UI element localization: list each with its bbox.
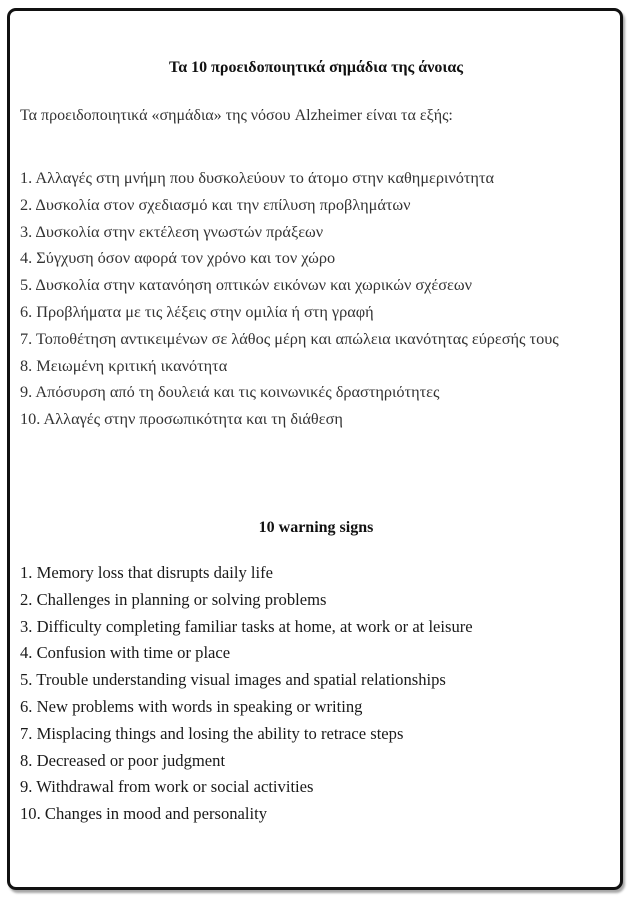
list-item: 7. Τοποθέτηση αντικειμένων σε λάθος μέρη και απώλεια ικανότητας εύρεσής τους xyxy=(20,328,559,348)
list-item: 1. Memory loss that disrupts daily life xyxy=(20,563,274,582)
list-item: 2. Δυσκολία στον σχεδιασμό και την επίλυση προβλημάτων xyxy=(20,194,411,214)
list-item: 5. Trouble understanding visual images and spatial relationships xyxy=(20,670,446,690)
list-item: 5. Δυσκολία στην κατανόηση οπτικών εικόνων και χωρικών σχέσεων xyxy=(20,275,472,295)
list-item: 3. Δυσκολία στην εκτέλεση γνωστών πράξεων xyxy=(20,221,324,241)
list-item: 10. Αλλαγές στην προσωπικότητα και τη διάθεση xyxy=(20,409,343,429)
list-item: 3. Difficulty completing familiar tasks at home, at work or at leisure xyxy=(20,616,473,636)
list-item: 9. Απόσυρση από τη δουλειά και τις κοινωνικές δραστηριότητες xyxy=(20,382,440,402)
english-warning-signs-list xyxy=(20,560,473,828)
english-title: 10 warning signs xyxy=(258,519,374,536)
greek-warning-signs-list xyxy=(20,165,612,433)
greek-title: Τα 10 προειδοποιητικά σημάδια της άνοιας xyxy=(169,59,463,76)
list-item: 4. Σύγχυση όσον αφορά τον χρόνο και τον χώρο xyxy=(20,248,336,268)
list-item: 9. Withdrawal from work or social activities xyxy=(20,777,314,797)
list-item: 7. Misplacing things and losing the ability to retrace steps xyxy=(20,723,404,743)
greek-intro: Τα προειδοποιητικά «σημάδια» της νόσου Alzheimer είναι τα εξής: xyxy=(20,107,453,124)
list-item: 8. Μειωμένη κριτική ικανότητα xyxy=(20,355,228,375)
list-item: 6. New problems with words in speaking or writing xyxy=(20,696,363,716)
list-item: 10. Changes in mood and personality xyxy=(20,804,268,824)
list-item: 2. Challenges in planning or solving problems xyxy=(20,589,327,609)
list-item: 8. Decreased or poor judgment xyxy=(20,750,226,770)
list-item: 6. Προβλήματα με τις λέξεις στην ομιλία ή στη γραφή xyxy=(20,301,374,321)
document-frame xyxy=(7,8,623,890)
list-item: 4. Confusion with time or place xyxy=(20,643,231,663)
list-item: 1. Αλλαγές στη μνήμη που δυσκολεύουν το άτομο στην καθημερινότητα xyxy=(20,168,495,187)
